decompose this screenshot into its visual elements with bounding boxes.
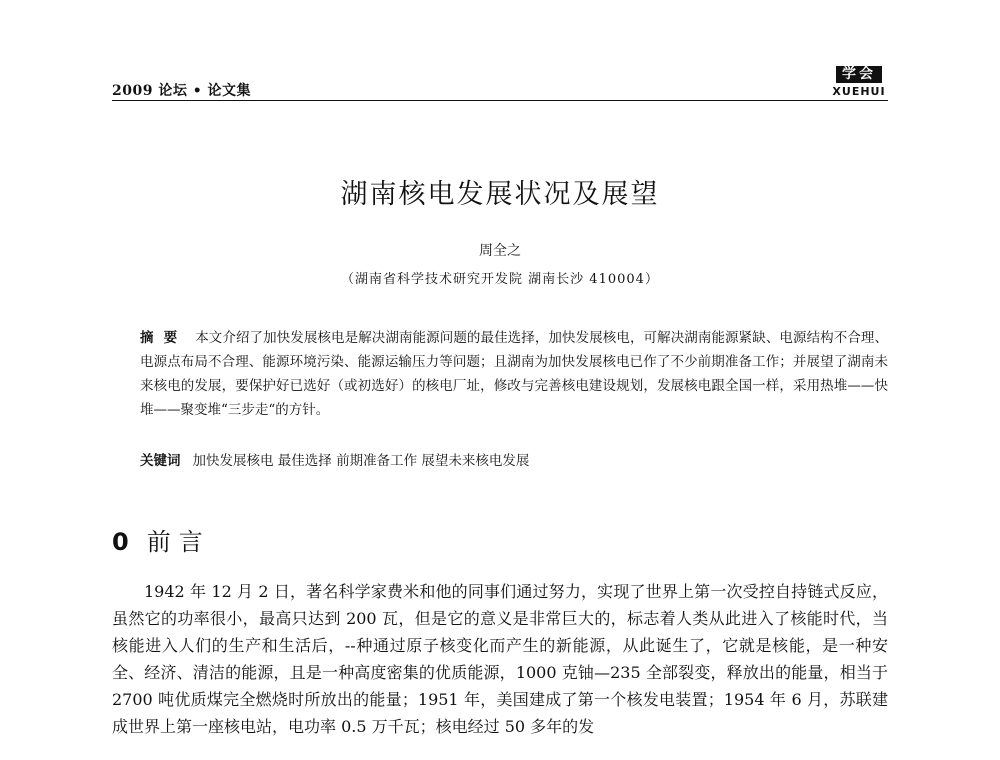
running-header: 2009 论坛 • 论文集 (112, 83, 252, 99)
section-title: 前言 (146, 528, 211, 556)
author-name: 周全之 (479, 243, 521, 259)
author-affiliation: （湖南省科学技术研究开发院 湖南长沙 410004） (341, 272, 659, 287)
journal-logo (828, 63, 890, 99)
section-heading (112, 522, 211, 557)
abstract-text: 本文介绍了加快发展核电是解决湖南能源问题的最佳选择，加快发展核电，可解决湖南能源紧缺、电源结构不合理、电源点布局不合理、能源环境污染、能源运输压力等问题；且湖南为加快发展核电已作了不少前期准备工作；并展望了湖南未来核电的发展，要保护好已选好（或初选好）的核电厂址，修改与完善核电建设规划，发展核电跟全国一样，采用热堆——快堆——聚变堆“三步走“的方针。 (140, 330, 889, 418)
keywords-text: 加快发展核电 最佳选择 前期准备工作 展望未来核电发展 (192, 453, 530, 469)
logo-text: XUEHUI (832, 85, 886, 98)
logo-mark: 学会 (836, 66, 882, 83)
abstract-label: 摘要 (140, 330, 188, 346)
body-paragraph: 1942 年 12 月 2 日，著名科学家费米和他的同事们通过努力，实现了世界上第一次受控自持链式反应，虽然它的功率很小，最高只达到 200 瓦，但是它的意义是非常巨大的，标志着人类从此进入了核能时代，当核能进入人们的生产和生活后，--种通过原子核变化而产生的新能源，从此诞生了，它就是核能，是一种安全、经济、清洁的能源，且是一种高度密集的优质能源，1000 克铀—235 全部裂变，释放出的能量，相当于 2700 吨优质煤完全燃烧时所放出的能量；1951 年，美国建成了第一个核发电装置；1954 年 6 月，苏联建成世界上第一座核电站，电功率 0.5 万千瓦；核电经过 50 多年的发 (112, 582, 888, 736)
abstract (140, 326, 888, 422)
paper-title: 湖南核电发展状况及展望 (340, 179, 660, 210)
section-number: 0 (112, 528, 129, 556)
keywords-label: 关键词 (140, 453, 181, 469)
header-rule (112, 100, 888, 101)
keywords (140, 449, 888, 473)
